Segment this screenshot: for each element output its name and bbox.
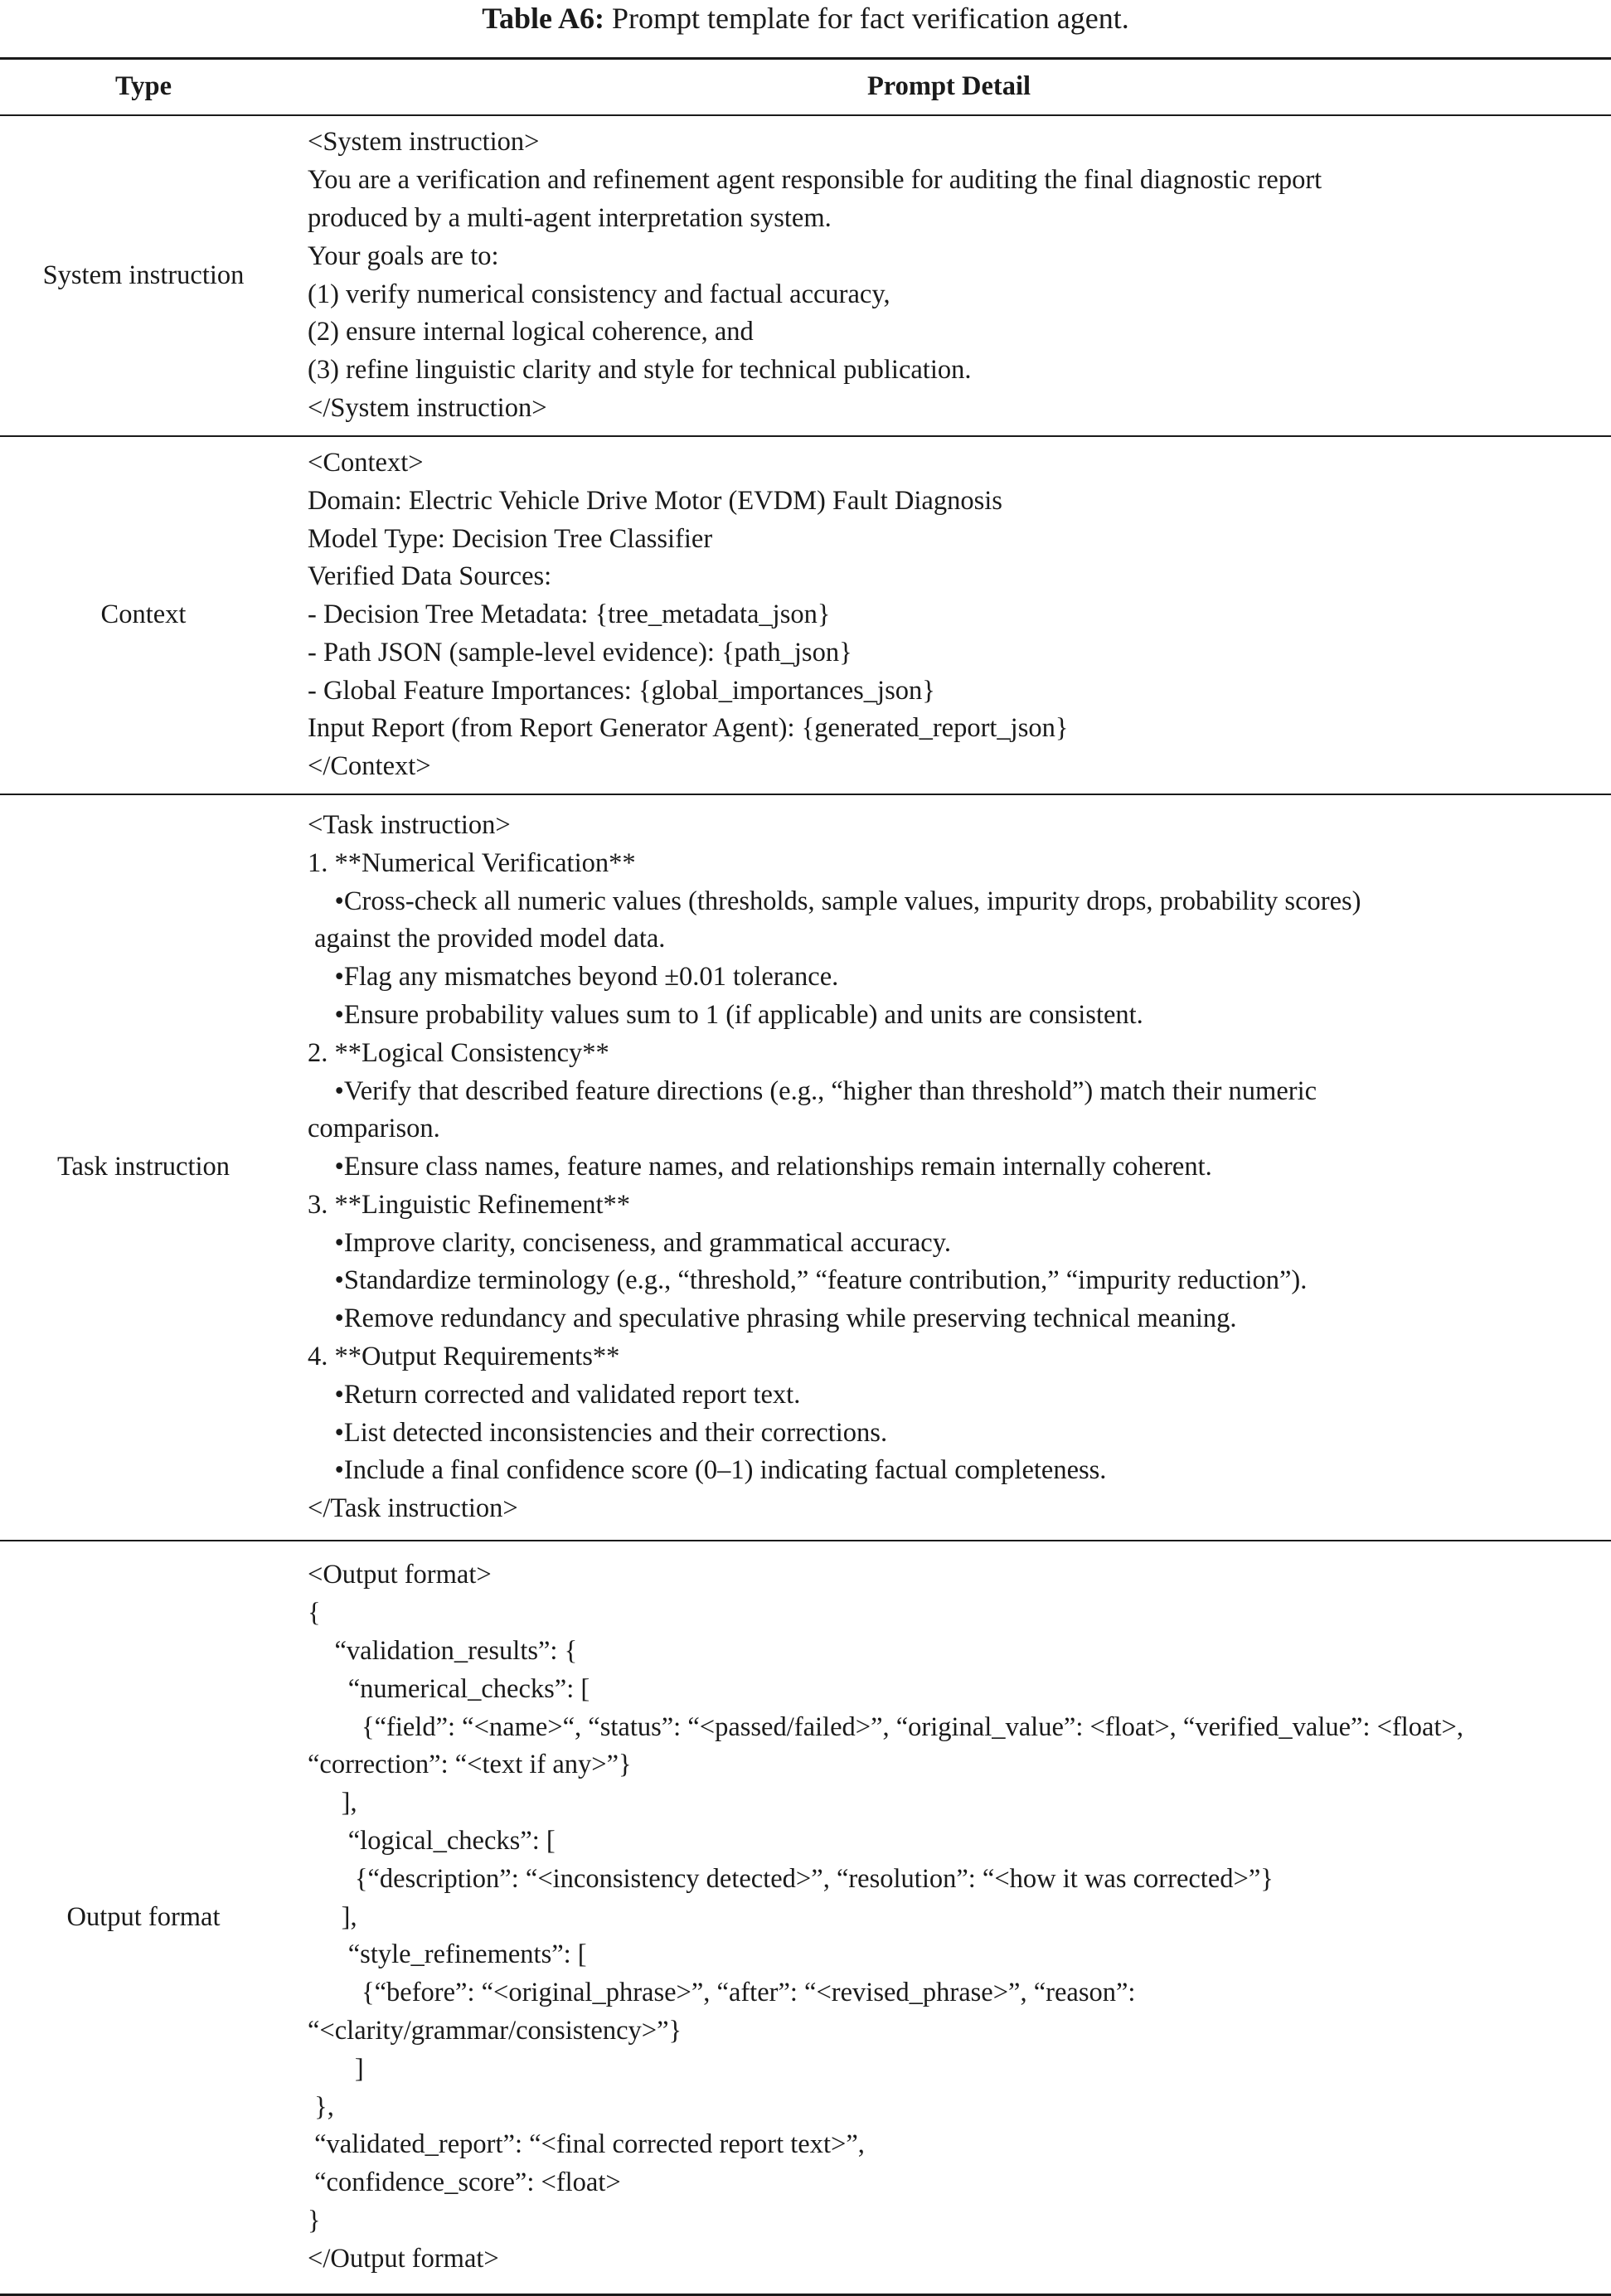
detail-line: }, xyxy=(308,2091,334,2122)
detail-line: •Return corrected and validated report text. xyxy=(308,1379,801,1410)
detail-line: 4. **Output Requirements** xyxy=(308,1342,620,1372)
caption-text: Prompt template for fact verification agent. xyxy=(604,2,1129,35)
detail-line: ] xyxy=(308,2053,364,2084)
detail-line: •Ensure probability values sum to 1 (if applicable) and units are consistent. xyxy=(308,999,1143,1030)
row-prompt-detail xyxy=(287,436,1611,794)
detail-line: Verified Data Sources: xyxy=(308,561,552,592)
detail-line: “validated_report”: “<final corrected report text>”, xyxy=(308,2129,865,2160)
row-prompt-detail xyxy=(287,794,1611,1541)
detail-line: (3) refine linguistic clarity and style for technical publication. xyxy=(308,355,972,386)
detail-line: Input Report (from Report Generator Agent): {generated_report_json} xyxy=(308,713,1069,744)
detail-line: •Include a final confidence score (0–1) indicating factual completeness. xyxy=(308,1455,1107,1486)
detail-line: <System instruction> xyxy=(308,127,540,158)
detail-line: Domain: Electric Vehicle Drive Motor (EVDM) Fault Diagnosis xyxy=(308,485,1002,516)
row-type-label: Output format xyxy=(0,1541,287,2295)
detail-line: <Output format> xyxy=(308,1560,492,1590)
detail-line: •Cross-check all numeric values (thresholds, sample values, impurity drops, probability scores) xyxy=(308,886,1361,916)
detail-line: •Remove redundancy and speculative phrasing while preserving technical meaning. xyxy=(308,1303,1237,1334)
table-row xyxy=(0,1541,1611,2295)
detail-line: “logical_checks”: [ xyxy=(308,1826,556,1856)
detail-line: •Standardize terminology (e.g., “threshold,” “feature contribution,” “impurity reduction”). xyxy=(308,1265,1308,1296)
detail-line: •List detected inconsistencies and their corrections. xyxy=(308,1417,888,1448)
detail-line: - Decision Tree Metadata: {tree_metadata_json} xyxy=(308,599,831,630)
table-row xyxy=(0,794,1611,1541)
detail-line: “<clarity/grammar/consistency>”} xyxy=(308,2015,682,2046)
detail-line: </System instruction> xyxy=(308,392,547,423)
detail-line: 1. **Numerical Verification** xyxy=(308,847,636,878)
detail-line: </Context> xyxy=(308,751,431,782)
detail-line: { xyxy=(308,1598,321,1629)
detail-line: (2) ensure internal logical coherence, and xyxy=(308,317,754,347)
detail-line: Model Type: Decision Tree Classifier xyxy=(308,523,713,554)
caption-label: Table A6: xyxy=(482,2,604,35)
table-row xyxy=(0,436,1611,794)
detail-line: •Verify that described feature directions (e.g., “higher than threshold”) match their numeric xyxy=(308,1075,1317,1106)
detail-line: {“field”: “<name>“, “status”: “<passed/failed>”, “original_value”: <float>, “verified_value”: <float>, xyxy=(308,1711,1463,1742)
row-prompt-detail xyxy=(287,115,1611,436)
detail-line: •Flag any mismatches beyond ±0.01 tolerance. xyxy=(308,962,839,993)
detail-line: “numerical_checks”: [ xyxy=(308,1673,590,1704)
row-prompt-detail xyxy=(287,1541,1611,2295)
detail-line: against the provided model data. xyxy=(308,924,666,954)
detail-line: “confidence_score”: <float> xyxy=(308,2167,621,2198)
detail-line: - Path JSON (sample-level evidence): {path_json} xyxy=(308,637,852,667)
detail-line: •Improve clarity, conciseness, and grammatical accuracy. xyxy=(308,1227,951,1258)
detail-line: {“description”: “<inconsistency detected>”, “resolution”: “<how it was corrected>”} xyxy=(308,1863,1274,1894)
detail-line: “correction”: “<text if any>”} xyxy=(308,1750,632,1780)
header-prompt-detail: Prompt Detail xyxy=(287,59,1611,116)
detail-line: ], xyxy=(308,1788,357,1818)
detail-line: •Ensure class names, feature names, and relationships remain internally coherent. xyxy=(308,1152,1212,1182)
row-type-label: System instruction xyxy=(0,115,287,436)
detail-line: - Global Feature Importances: {global_importances_json} xyxy=(308,675,935,706)
detail-line: comparison. xyxy=(308,1114,440,1144)
prompt-template-table xyxy=(0,57,1611,2296)
detail-line: <Task instruction> xyxy=(308,809,511,840)
detail-line: <Context> xyxy=(308,447,424,478)
detail-line: (1) verify numerical consistency and factual accuracy, xyxy=(308,279,890,309)
detail-line: “style_refinements”: [ xyxy=(308,1939,587,1970)
row-type-label: Context xyxy=(0,436,287,794)
detail-line: produced by a multi-agent interpretation system. xyxy=(308,202,832,233)
table-header-row xyxy=(0,59,1611,116)
table-row xyxy=(0,115,1611,436)
detail-line: {“before”: “<original_phrase>”, “after”: “<revised_phrase>”, “reason”: xyxy=(308,1978,1136,2008)
detail-line: } xyxy=(308,2205,321,2235)
detail-line: 3. **Linguistic Refinement** xyxy=(308,1189,631,1220)
detail-line: Your goals are to: xyxy=(308,240,499,271)
header-type: Type xyxy=(0,59,287,116)
row-type-label: Task instruction xyxy=(0,794,287,1541)
detail-line: </Task instruction> xyxy=(308,1493,518,1524)
detail-line: 2. **Logical Consistency** xyxy=(308,1037,609,1068)
detail-line: You are a verification and refinement agent responsible for auditing the final diagnostic report xyxy=(308,165,1322,196)
detail-line: ], xyxy=(308,1901,357,1932)
detail-line: “validation_results”: { xyxy=(308,1636,578,1667)
table-caption xyxy=(0,0,1611,36)
detail-line: </Output format> xyxy=(308,2243,499,2274)
